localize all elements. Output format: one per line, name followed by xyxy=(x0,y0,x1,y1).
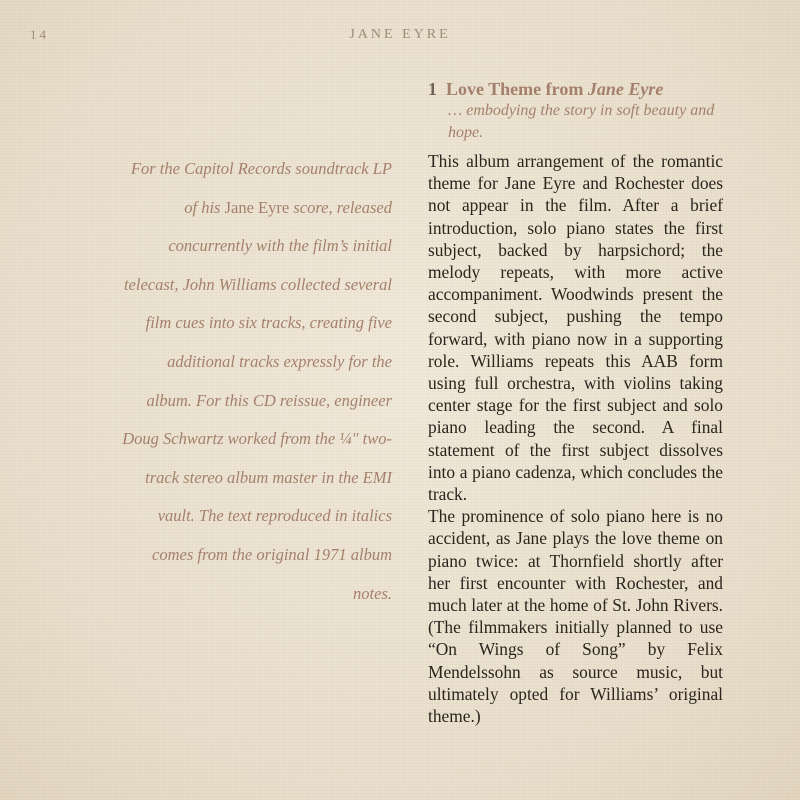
track-title xyxy=(428,78,728,100)
sidebar-note-text-2: score, released concurrently with the film’s initial telecast, John Williams collected several film cues into six tracks, creating five additional tracks expressly for the album. For this CD reissue, engineer Doug Schwartz worked from the ¼″ two-track stereo album master in the EMI vault. The text reproduced in italics comes from the original 1971 album notes. xyxy=(122,197,392,603)
sidebar-note xyxy=(120,150,392,613)
track-subtitle: … embodying the story in soft beauty and hope. xyxy=(448,102,715,141)
sidebar-note-text-1: For the Capitol Records soundtrack LP of his xyxy=(130,159,392,217)
running-head: JANE EYRE xyxy=(349,27,451,42)
track-notes-paragraph-2: The prominence of solo piano here is no accident, as Jane plays the love theme on piano twice: at Thornfield shortly after her first encounter with Rochester, and much later at the home of St. John Rivers. (The filmmakers initially planned to use “On Wings of Song” by Felix Mendelssohn as source music, but ultimately opted for Williams’ original theme.) xyxy=(428,506,723,727)
page-number: 14 xyxy=(30,27,49,42)
track-title-prefix: Love Theme from xyxy=(446,79,588,99)
track-header xyxy=(428,78,728,144)
track-notes-paragraph-1: This album arrangement of the romantic theme for Jane Eyre and Rochester does not appear in the film. After a brief introduction, solo piano states the first subject, backed by harpsichord; the melody repeats, with more active accompaniment. Woodwinds present the second subject, pushing the tempo forward, with piano now in a supporting role. Williams repeats this AAB form using full orchestra, with violins taking center stage for the first subject and solo piano leading the second. A final statement of the first subject dissolves into a piano cadenza, which concludes the track. xyxy=(428,151,723,505)
track-number: 1 xyxy=(428,79,437,99)
track-notes xyxy=(428,150,723,727)
track-title-italic: Jane Eyre xyxy=(587,79,664,99)
sidebar-note-album-title: Jane Eyre xyxy=(224,197,290,217)
